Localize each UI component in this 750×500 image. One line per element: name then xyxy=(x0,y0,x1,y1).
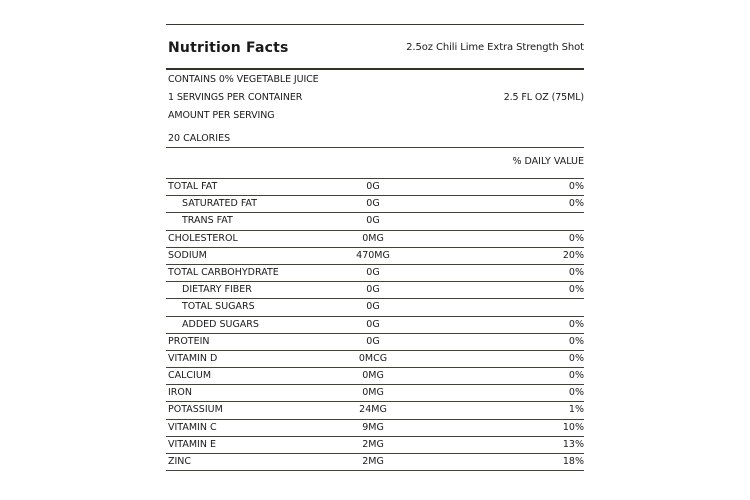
product-name: 2.5oz Chili Lime Extra Strength Shot xyxy=(406,42,584,53)
nutrient-name: ADDED SUGARS xyxy=(182,318,259,330)
nutrient-row xyxy=(166,419,584,436)
nutrient-name: POTASSIUM xyxy=(168,404,223,416)
nutrient-amount: 0G xyxy=(366,215,380,227)
nutrient-daily-value: 1% xyxy=(568,404,584,416)
nutrient-name: CHOLESTEROL xyxy=(168,232,238,244)
nutrient-row xyxy=(166,230,584,247)
nutrient-name: TOTAL CARBOHYDRATE xyxy=(168,266,279,278)
nutrient-row xyxy=(166,247,584,264)
nutrient-name: VITAMIN C xyxy=(168,421,217,433)
nutrient-name: SATURATED FAT xyxy=(182,198,257,210)
nutrient-row xyxy=(166,195,584,212)
nutrient-row xyxy=(166,453,584,471)
label-title: Nutrition Facts xyxy=(168,40,289,56)
nutrient-daily-value: 0% xyxy=(568,318,584,330)
label-header xyxy=(166,25,584,68)
nutrient-daily-value: 18% xyxy=(562,456,584,467)
daily-value-header xyxy=(166,148,584,178)
nutrient-row xyxy=(166,298,584,315)
nutrient-name: SODIUM xyxy=(168,249,207,261)
nutrient-amount: 0MCG xyxy=(358,352,388,364)
nutrient-amount: 24MG xyxy=(359,404,387,416)
nutrient-row xyxy=(166,401,584,418)
nutrient-daily-value: 13% xyxy=(562,438,584,450)
nutrient-name: ZINC xyxy=(168,456,192,467)
nutrient-daily-value: 0% xyxy=(568,284,584,296)
nutrient-row xyxy=(166,367,584,384)
nutrient-daily-value: 0% xyxy=(568,181,584,192)
nutrient-row xyxy=(166,333,584,350)
nutrient-amount: 2MG xyxy=(362,456,384,467)
nutrient-daily-value: 0% xyxy=(568,370,584,382)
nutrient-amount: 9MG xyxy=(362,421,384,433)
servings-line xyxy=(166,88,584,106)
nutrient-amount: 0G xyxy=(366,318,380,330)
nutrient-daily-value: 20% xyxy=(562,249,584,261)
nutrient-table xyxy=(166,178,584,471)
nutrient-daily-value: 0% xyxy=(568,232,584,244)
calories: 20 CALORIES xyxy=(168,133,231,144)
nutrient-row xyxy=(166,281,584,298)
nutrient-amount: 0G xyxy=(366,301,380,313)
nutrient-row xyxy=(166,316,584,333)
nutrient-amount: 0MG xyxy=(362,370,384,382)
daily-value-label: % DAILY VALUE xyxy=(512,156,584,167)
nutrient-amount: 0G xyxy=(366,198,380,210)
nutrient-name: TOTAL SUGARS xyxy=(182,301,255,313)
nutrient-amount: 0G xyxy=(366,266,380,278)
nutrient-amount: 2MG xyxy=(362,438,384,450)
nutrition-facts-label xyxy=(166,24,584,471)
nutrient-name: VITAMIN E xyxy=(168,438,216,450)
nutrient-name: PROTEIN xyxy=(168,335,210,347)
nutrient-row xyxy=(166,384,584,401)
nutrient-amount: 0G xyxy=(366,181,380,192)
nutrient-daily-value: 0% xyxy=(568,266,584,278)
nutrient-row xyxy=(166,350,584,367)
calories-line xyxy=(166,124,584,147)
nutrient-row xyxy=(166,178,584,195)
nutrient-name: TOTAL FAT xyxy=(168,181,218,192)
amount-per-serving: AMOUNT PER SERVING xyxy=(168,110,275,121)
amount-per-serving-line xyxy=(166,106,584,124)
nutrient-daily-value: 0% xyxy=(568,198,584,210)
contains-text: CONTAINS 0% VEGETABLE JUICE xyxy=(168,74,319,85)
nutrient-daily-value: 0% xyxy=(568,335,584,347)
nutrient-amount: 0G xyxy=(366,335,380,347)
serving-size: 2.5 FL OZ (75ML) xyxy=(503,92,584,103)
nutrient-daily-value: 0% xyxy=(568,387,584,399)
nutrient-name: VITAMIN D xyxy=(168,352,218,364)
servings-per-container: 1 SERVINGS PER CONTAINER xyxy=(168,92,303,103)
nutrient-name: TRANS FAT xyxy=(182,215,233,227)
nutrient-daily-value: 0% xyxy=(568,352,584,364)
nutrient-amount: 0MG xyxy=(362,387,384,399)
nutrient-name: CALCIUM xyxy=(168,370,212,382)
nutrient-amount: 470MG xyxy=(356,249,390,261)
nutrient-name: IRON xyxy=(168,387,192,399)
contains-line xyxy=(166,70,584,88)
nutrient-name: DIETARY FIBER xyxy=(182,284,252,296)
nutrient-amount: 0MG xyxy=(362,232,384,244)
nutrient-row xyxy=(166,212,584,229)
nutrient-daily-value: 10% xyxy=(562,421,584,433)
nutrient-row xyxy=(166,436,584,453)
nutrient-row xyxy=(166,264,584,281)
nutrient-amount: 0G xyxy=(366,284,380,296)
